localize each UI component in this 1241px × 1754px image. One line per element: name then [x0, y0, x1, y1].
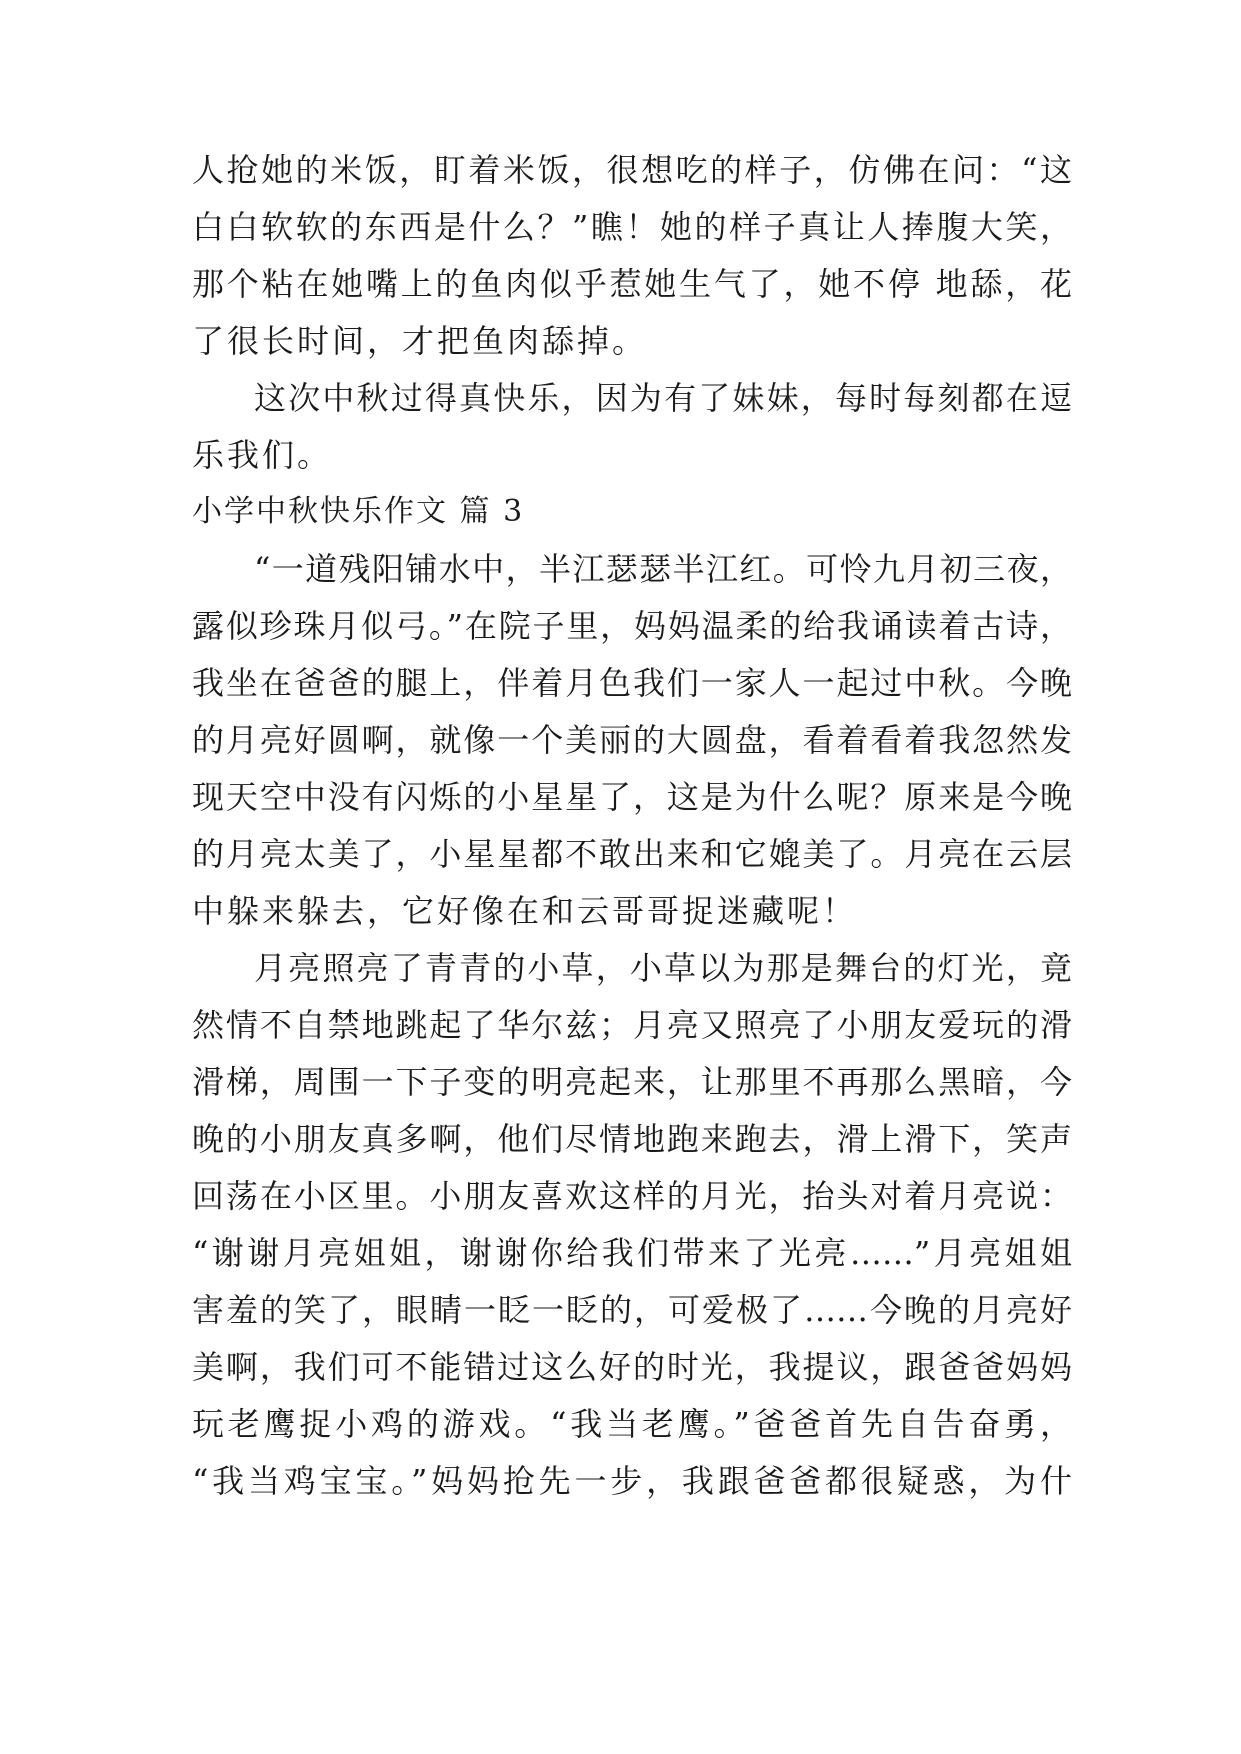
text-line: 回荡在小区里。小朋友喜欢这样的月光，抬头对着月亮说： — [192, 1177, 1072, 1215]
text-line: “我当鸡宝宝。”妈妈抢先一步，我跟爸爸都很疑惑，为什 — [192, 1462, 1072, 1500]
text-line: 玩老鹰捉小鸡的游戏。“我当老鹰。”爸爸首先自告奋勇， — [192, 1405, 1072, 1443]
text-line: 了很长时间，才把鱼肉舔掉。 — [192, 322, 648, 360]
text-line: 我坐在爸爸的腿上，伴着月色我们一家人一起过中秋。今晚 — [192, 664, 1072, 702]
text-line: 晚的小朋友真多啊，他们尽情地跑来跑去，滑上滑下，笑声 — [192, 1120, 1072, 1158]
text-line: 美啊，我们可不能错过这么好的时光，我提议，跟爸爸妈妈 — [192, 1348, 1072, 1386]
text-line: “一道残阳铺水中，半江瑟瑟半江红。可怜九月初三夜， — [254, 550, 1072, 588]
text-line: 乐我们。 — [192, 436, 333, 474]
text-line: 人抢她的米饭，盯着米饭，很想吃的样子，仿佛在问：“这 — [192, 151, 1072, 189]
text-line: 害羞的笑了，眼睛一眨一眨的，可爱极了……今晚的月亮好 — [192, 1291, 1072, 1329]
text-line: 中躲来躲去，它好像在和云哥哥捉迷藏呢！ — [192, 892, 858, 930]
text-line: 的月亮好圆啊，就像一个美丽的大圆盘，看着看着我忽然发 — [192, 721, 1072, 759]
text-line: 白白软软的东西是什么？”瞧！她的样子真让人捧腹大笑， — [192, 208, 1072, 246]
text-line: 月亮照亮了青青的小草，小草以为那是舞台的灯光，竟 — [254, 949, 1072, 987]
text-line: 那个粘在她嘴上的鱼肉似乎惹她生气了，她不停 地舔，花 — [192, 265, 1072, 303]
text-line: 然情不自禁地跳起了华尔兹；月亮又照亮了小朋友爱玩的滑 — [192, 1006, 1072, 1044]
text-line: 滑梯，周围一下子变的明亮起来，让那里不再那么黑暗，今 — [192, 1063, 1072, 1101]
text-line: 这次中秋过得真快乐，因为有了妹妹，每时每刻都在逗 — [254, 379, 1072, 417]
text-line: 现天空中没有闪烁的小星星了，这是为什么呢？原来是今晚 — [192, 778, 1072, 816]
text-line: 的月亮太美了，小星星都不敢出来和它媲美了。月亮在云层 — [192, 835, 1072, 873]
text-line: “谢谢月亮姐姐，谢谢你给我们带来了光亮……”月亮姐姐 — [192, 1234, 1072, 1272]
text-line: 露似珍珠月似弓。”在院子里，妈妈温柔的给我诵读着古诗， — [192, 607, 1072, 645]
section-heading: 小学中秋快乐作文 篇 3 — [192, 494, 525, 529]
